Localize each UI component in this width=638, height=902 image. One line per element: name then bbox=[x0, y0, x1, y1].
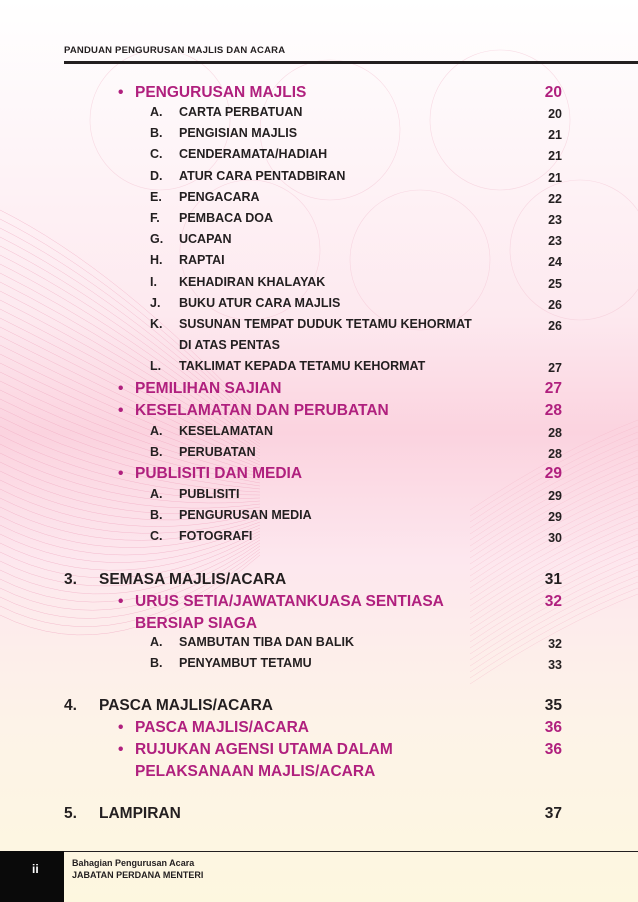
toc-subitem-letter: B. bbox=[150, 445, 163, 459]
toc-page-number: 28 bbox=[544, 402, 562, 419]
toc-subitem-letter: A. bbox=[150, 487, 163, 501]
toc-subitem-text: PENGISIAN MAJLIS bbox=[179, 126, 298, 141]
toc-chapter-number: 4. bbox=[64, 697, 77, 714]
toc-page-number: 23 bbox=[548, 213, 562, 227]
toc-subitem-text: SUSUNAN TEMPAT DUDUK TETAMU KEHORMAT bbox=[179, 317, 472, 331]
toc-subitem-letter: B. bbox=[150, 126, 163, 141]
toc-subitem-text: TAKLIMAT KEPADA TETAMU KEHORMAT bbox=[179, 359, 426, 374]
toc-chapter-number: 5. bbox=[64, 805, 77, 822]
bullet-icon: • bbox=[118, 380, 124, 397]
toc-subitem-letter: C. bbox=[150, 529, 163, 543]
toc-page-number: 21 bbox=[548, 128, 562, 143]
toc-subitem-text: KESELAMATAN bbox=[179, 424, 273, 438]
toc-subitem-text: ATUR CARA PENTADBIRAN bbox=[179, 168, 346, 183]
toc-chapter-title: LAMPIRAN bbox=[99, 805, 181, 822]
toc-page-number: 24 bbox=[548, 255, 562, 270]
footer-page-number: ii bbox=[32, 862, 39, 876]
toc-subitem-text: PENGACARA bbox=[179, 189, 260, 204]
toc-page-number: 23 bbox=[548, 234, 562, 249]
toc-section-title: KESELAMATAN DAN PERUBATAN bbox=[135, 402, 389, 419]
toc-chapter-title: PASCA MAJLIS/ACARA bbox=[99, 697, 273, 714]
toc-page-number: 21 bbox=[548, 149, 562, 164]
footer-page-box bbox=[0, 851, 64, 902]
toc-page-number: 36 bbox=[544, 741, 562, 758]
bullet-icon: • bbox=[118, 465, 124, 482]
toc-subitem-text: CARTA PERBATUAN bbox=[179, 105, 303, 119]
toc-subitem-text: KEHADIRAN KHALAYAK bbox=[179, 274, 326, 289]
header-rule bbox=[64, 61, 638, 64]
toc-section-title: PEMILIHAN SAJIAN bbox=[135, 380, 282, 397]
toc-subitem-letter: J. bbox=[150, 295, 161, 310]
toc-page-number: 26 bbox=[548, 297, 562, 312]
toc-page-number: 33 bbox=[548, 658, 562, 672]
toc-subitem-letter: A. bbox=[150, 105, 163, 119]
bullet-icon: • bbox=[118, 402, 124, 419]
toc-section-title: PASCA MAJLIS/ACARA bbox=[135, 719, 309, 736]
toc-subitem-text: BUKU ATUR CARA MAJLIS bbox=[179, 295, 341, 310]
toc-page-number: 29 bbox=[544, 465, 562, 482]
toc-subitem-letter: C. bbox=[150, 147, 163, 162]
toc-page-number: 35 bbox=[544, 697, 562, 714]
toc-subitem-letter: A. bbox=[150, 635, 163, 649]
toc-subitem-text: SAMBUTAN TIBA DAN BALIK bbox=[179, 635, 354, 649]
toc-subitem-letter: B. bbox=[150, 656, 163, 670]
toc-subitem-letter: H. bbox=[150, 253, 163, 268]
toc-subitem-text: PENYAMBUT TETAMU bbox=[179, 656, 312, 670]
toc-section-title: PENGURUSAN MAJLIS bbox=[135, 84, 307, 101]
bullet-icon: • bbox=[118, 593, 124, 610]
toc-subitem-letter: K. bbox=[150, 317, 163, 331]
toc-subitem-text: PEMBACA DOA bbox=[179, 211, 273, 225]
toc-subitem-letter: F. bbox=[150, 211, 160, 225]
footer-line-1: Bahagian Pengurusan Acara bbox=[72, 858, 195, 868]
toc-subitem-text: PUBLISITI bbox=[179, 487, 240, 501]
toc-section-title: RUJUKAN AGENSI UTAMA DALAM bbox=[135, 741, 393, 758]
toc-section-title: PUBLISITI DAN MEDIA bbox=[135, 465, 303, 482]
toc-page-number: 21 bbox=[548, 170, 562, 185]
toc-page-number: 20 bbox=[544, 84, 562, 101]
footer-line-2: JABATAN PERDANA MENTERI bbox=[72, 870, 204, 880]
toc-subitem-text-cont: DI ATAS PENTAS bbox=[179, 338, 280, 352]
toc-subitem-text: PENGURUSAN MEDIA bbox=[179, 508, 312, 522]
toc-subitem-text: PERUBATAN bbox=[179, 445, 256, 459]
toc-page-number: 22 bbox=[548, 191, 562, 206]
toc-page-number: 36 bbox=[544, 719, 562, 736]
toc-page-number: 28 bbox=[548, 447, 562, 461]
toc-chapter-title: SEMASA MAJLIS/ACARA bbox=[99, 571, 287, 588]
toc-page-number: 30 bbox=[548, 531, 562, 545]
toc-page-number: 20 bbox=[548, 107, 562, 121]
bullet-icon: • bbox=[118, 84, 124, 101]
toc-subitem-text: CENDERAMATA/HADIAH bbox=[179, 147, 328, 162]
toc-subitem-text: FOTOGRAFI bbox=[179, 529, 253, 543]
toc-page-number: 28 bbox=[548, 426, 562, 440]
toc-page-number: 27 bbox=[548, 361, 562, 376]
footer-rule bbox=[0, 851, 638, 852]
bullet-icon: • bbox=[118, 741, 124, 758]
toc-page-number: 31 bbox=[544, 571, 562, 588]
toc-page-number: 26 bbox=[548, 319, 562, 333]
toc-page-number: 32 bbox=[548, 637, 562, 651]
toc-section-title: URUS SETIA/JAWATANKUASA SENTIASA bbox=[135, 593, 444, 610]
toc-subitem-letter: D. bbox=[150, 168, 163, 183]
toc-page-number: 29 bbox=[548, 510, 562, 524]
toc-subitem-letter: A. bbox=[150, 424, 163, 438]
toc-section-title-cont: PELAKSANAAN MAJLIS/ACARA bbox=[135, 763, 376, 780]
toc-subitem-letter: G. bbox=[150, 232, 164, 247]
toc-page-number: 29 bbox=[548, 489, 562, 503]
header-title: PANDUAN PENGURUSAN MAJLIS DAN ACARA bbox=[64, 45, 286, 56]
toc-subitem-letter: I. bbox=[150, 274, 157, 289]
toc-page-number: 27 bbox=[544, 380, 562, 397]
toc-page-number: 32 bbox=[544, 593, 562, 610]
toc-section-title-cont: BERSIAP SIAGA bbox=[135, 615, 258, 632]
toc-subitem-text: RAPTAI bbox=[179, 253, 225, 268]
toc-page-number: 37 bbox=[544, 805, 562, 822]
toc-subitem-letter: E. bbox=[150, 189, 162, 204]
toc-subitem-text: UCAPAN bbox=[179, 232, 232, 247]
toc-chapter-number: 3. bbox=[64, 571, 77, 588]
toc-subitem-letter: L. bbox=[150, 359, 162, 374]
toc-subitem-letter: B. bbox=[150, 508, 163, 522]
toc-page-number: 25 bbox=[548, 276, 562, 291]
bullet-icon: • bbox=[118, 719, 124, 736]
